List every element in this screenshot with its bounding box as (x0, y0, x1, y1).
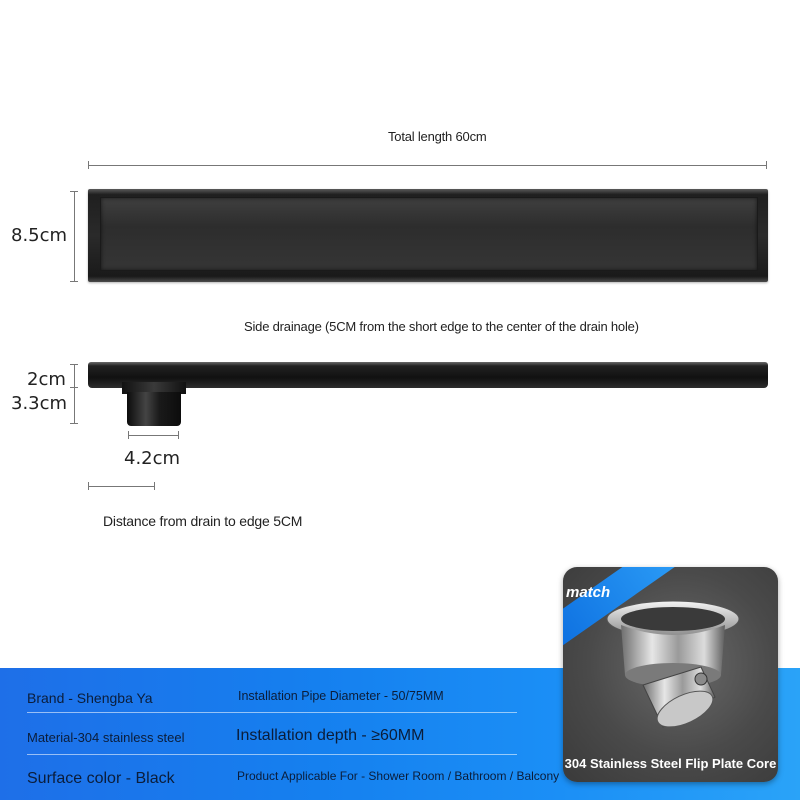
match-badge: match (566, 584, 611, 601)
spec-install-depth: Installation depth - ≥60MM (236, 727, 425, 744)
total-length-line (88, 165, 766, 166)
height-tick-mid (70, 387, 78, 388)
drain-top-cover-plate (100, 197, 758, 271)
edge-distance-line (88, 486, 154, 487)
pipe-width-line (128, 435, 178, 436)
frame-height-label: 2cm (27, 369, 66, 390)
total-length-tick-right (766, 161, 767, 169)
edge-distance-label: Distance from drain to edge 5CM (103, 513, 303, 529)
spec-pipe-diameter: Installation Pipe Diameter - 50/75MM (238, 689, 444, 703)
side-drainage-note: Side drainage (5CM from the short edge to the center of the drain hole) (244, 319, 639, 334)
pipe-width-tick-left (128, 431, 129, 439)
width-tick-top (70, 191, 78, 192)
spec-material: Material-304 stainless steel (27, 730, 185, 745)
width-line (74, 191, 75, 281)
height-tick-bottom (70, 423, 78, 424)
spec-applicable: Product Applicable For - Shower Room / Bathroom / Balcony (237, 769, 560, 783)
flip-plate-core-image (603, 597, 743, 742)
width-tick-bottom (70, 281, 78, 282)
drain-outlet-pipe (127, 392, 181, 426)
pipe-width-label: 4.2cm (124, 448, 181, 469)
pipe-height-label: 3.3cm (11, 393, 68, 414)
height-line (74, 364, 75, 424)
total-length-label: Total length 60cm (388, 129, 487, 144)
width-label: 8.5cm (11, 225, 68, 246)
pipe-width-tick-right (178, 431, 179, 439)
match-card-caption: 304 Stainless Steel Flip Plate Core (564, 756, 777, 771)
height-tick-top (70, 364, 78, 365)
spec-surface-color: Surface color - Black (27, 770, 175, 787)
total-length-tick-left (88, 161, 89, 169)
edge-distance-tick-right (154, 482, 155, 490)
spec-divider-2 (27, 754, 517, 755)
spec-brand: Brand - Shengba Ya (27, 690, 153, 706)
edge-distance-tick-left (88, 482, 89, 490)
spec-divider-1 (27, 712, 517, 713)
drain-side-view (88, 362, 768, 388)
